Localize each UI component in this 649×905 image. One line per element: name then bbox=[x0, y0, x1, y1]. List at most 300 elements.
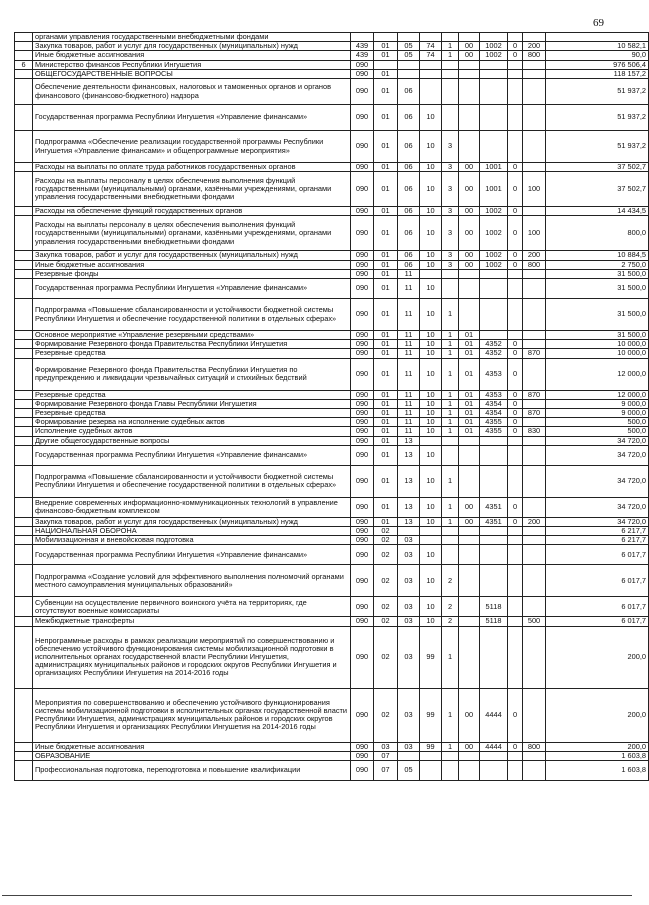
table-row bbox=[15, 761, 649, 781]
code-event bbox=[459, 79, 480, 105]
row-name: Государственная программа Республики Ингушетия «Управление финансами» bbox=[33, 105, 351, 131]
row-name: Закупка товаров, работ и услуг для государственных (муниципальных) нужд bbox=[33, 517, 351, 526]
code-subprogram: 1 bbox=[442, 299, 459, 331]
code-extra bbox=[508, 545, 523, 565]
code-grbs: 090 bbox=[351, 688, 374, 742]
code-subsection: 06 bbox=[398, 79, 420, 105]
code-section: 01 bbox=[374, 172, 398, 207]
table-row bbox=[15, 279, 649, 299]
code-direction: 4355 bbox=[480, 418, 508, 427]
row-number bbox=[15, 207, 33, 216]
code-expense-type: 870 bbox=[523, 349, 546, 358]
code-expense-type bbox=[523, 497, 546, 517]
code-program: 10 bbox=[420, 340, 442, 349]
code-direction: 4354 bbox=[480, 399, 508, 408]
row-number bbox=[15, 465, 33, 497]
code-section: 01 bbox=[374, 445, 398, 465]
row-number bbox=[15, 79, 33, 105]
code-event: 00 bbox=[459, 163, 480, 172]
code-event bbox=[459, 761, 480, 781]
row-name: Расходы на обеспечение функций государственных органов bbox=[33, 207, 351, 216]
code-event: 01 bbox=[459, 358, 480, 390]
code-subprogram bbox=[442, 269, 459, 278]
code-section: 01 bbox=[374, 207, 398, 216]
code-program: 10 bbox=[420, 331, 442, 340]
row-sum: 1 603,8 bbox=[546, 751, 649, 760]
row-number bbox=[15, 427, 33, 436]
code-subprogram: 1 bbox=[442, 358, 459, 390]
code-extra: 0 bbox=[508, 172, 523, 207]
code-subsection: 05 bbox=[398, 51, 420, 60]
code-subsection bbox=[398, 751, 420, 760]
row-name: Расходы на выплаты персоналу в целях обеспечения выполнения функций государственными (муниципальными) органами, казёнными учреждениями, органами управления государственными внебюджетными фондами bbox=[33, 172, 351, 207]
row-number bbox=[15, 105, 33, 131]
row-number bbox=[15, 742, 33, 751]
code-subprogram: 3 bbox=[442, 260, 459, 269]
code-grbs: 090 bbox=[351, 626, 374, 688]
row-name: Государственная программа Республики Ингушетия «Управление финансами» bbox=[33, 279, 351, 299]
code-subsection: 03 bbox=[398, 536, 420, 545]
code-expense-type: 500 bbox=[523, 617, 546, 626]
code-event: 00 bbox=[459, 497, 480, 517]
code-grbs: 090 bbox=[351, 299, 374, 331]
code-program bbox=[420, 527, 442, 536]
code-event bbox=[459, 617, 480, 626]
code-expense-type bbox=[523, 688, 546, 742]
code-direction: 1002 bbox=[480, 251, 508, 260]
code-subprogram: 2 bbox=[442, 597, 459, 617]
code-section: 02 bbox=[374, 536, 398, 545]
code-section: 01 bbox=[374, 279, 398, 299]
code-subprogram: 3 bbox=[442, 163, 459, 172]
code-subprogram: 3 bbox=[442, 207, 459, 216]
code-event bbox=[459, 626, 480, 688]
code-extra: 0 bbox=[508, 358, 523, 390]
code-direction: 1001 bbox=[480, 172, 508, 207]
code-grbs: 090 bbox=[351, 390, 374, 399]
code-subsection: 06 bbox=[398, 251, 420, 260]
code-subsection: 13 bbox=[398, 436, 420, 445]
code-event bbox=[459, 465, 480, 497]
code-subsection: 11 bbox=[398, 269, 420, 278]
row-sum: 6 017,7 bbox=[546, 617, 649, 626]
code-program: 10 bbox=[420, 399, 442, 408]
code-subprogram: 1 bbox=[442, 399, 459, 408]
row-sum: 6 017,7 bbox=[546, 545, 649, 565]
row-name: Резервные средства bbox=[33, 349, 351, 358]
code-subsection: 06 bbox=[398, 260, 420, 269]
code-grbs: 090 bbox=[351, 340, 374, 349]
code-program: 10 bbox=[420, 418, 442, 427]
code-subprogram: 1 bbox=[442, 465, 459, 497]
code-program: 99 bbox=[420, 688, 442, 742]
code-section: 01 bbox=[374, 105, 398, 131]
code-expense-type: 100 bbox=[523, 172, 546, 207]
code-section: 01 bbox=[374, 517, 398, 526]
code-subsection: 05 bbox=[398, 761, 420, 781]
row-name: Иные бюджетные ассигнования bbox=[33, 742, 351, 751]
row-number bbox=[15, 349, 33, 358]
code-expense-type bbox=[523, 207, 546, 216]
code-direction: 4352 bbox=[480, 340, 508, 349]
code-event: 01 bbox=[459, 349, 480, 358]
code-subsection: 13 bbox=[398, 517, 420, 526]
code-grbs: 090 bbox=[351, 349, 374, 358]
code-extra: 0 bbox=[508, 349, 523, 358]
code-section: 01 bbox=[374, 42, 398, 51]
code-extra bbox=[508, 299, 523, 331]
code-event: 01 bbox=[459, 418, 480, 427]
row-sum: 34 720,0 bbox=[546, 445, 649, 465]
code-grbs: 090 bbox=[351, 207, 374, 216]
row-name: Резервные средства bbox=[33, 390, 351, 399]
code-extra: 0 bbox=[508, 418, 523, 427]
code-program bbox=[420, 269, 442, 278]
row-number bbox=[15, 358, 33, 390]
code-direction: 5118 bbox=[480, 597, 508, 617]
code-section: 03 bbox=[374, 742, 398, 751]
code-event bbox=[459, 279, 480, 299]
code-subprogram: 3 bbox=[442, 172, 459, 207]
code-direction: 1002 bbox=[480, 207, 508, 216]
code-grbs: 090 bbox=[351, 105, 374, 131]
code-direction: 4351 bbox=[480, 517, 508, 526]
code-section: 02 bbox=[374, 617, 398, 626]
row-name: Обеспечение деятельности финансовых, налоговых и таможенных органов и органов финансового (финансово-бюджетного) надзора bbox=[33, 79, 351, 105]
code-section: 01 bbox=[374, 299, 398, 331]
code-event: 00 bbox=[459, 172, 480, 207]
row-name: Подпрограмма «Повышение сбалансированности и устойчивости бюджетной системы Республики Ингушетия и обеспечение государственной политики в отдельных сферах» bbox=[33, 299, 351, 331]
code-program: 10 bbox=[420, 131, 442, 163]
code-program: 10 bbox=[420, 260, 442, 269]
code-event bbox=[459, 565, 480, 597]
code-event bbox=[459, 60, 480, 69]
code-section: 07 bbox=[374, 751, 398, 760]
code-subprogram: 1 bbox=[442, 51, 459, 60]
code-subsection: 03 bbox=[398, 626, 420, 688]
code-program bbox=[420, 751, 442, 760]
code-grbs: 090 bbox=[351, 79, 374, 105]
code-extra bbox=[508, 565, 523, 597]
code-section: 02 bbox=[374, 626, 398, 688]
code-extra: 0 bbox=[508, 51, 523, 60]
row-name: Подпрограмма «Создание условий для эффективного выполнения полномочий органами местного самоуправления муниципальных образований» bbox=[33, 565, 351, 597]
code-subprogram bbox=[442, 60, 459, 69]
row-sum: 9 000,0 bbox=[546, 409, 649, 418]
code-direction bbox=[480, 545, 508, 565]
code-grbs: 090 bbox=[351, 517, 374, 526]
code-section: 01 bbox=[374, 69, 398, 78]
code-grbs: 090 bbox=[351, 269, 374, 278]
code-event: 00 bbox=[459, 688, 480, 742]
code-extra: 0 bbox=[508, 340, 523, 349]
code-grbs: 090 bbox=[351, 497, 374, 517]
row-name: Формирование резерва на исполнение судебных актов bbox=[33, 418, 351, 427]
row-number bbox=[15, 42, 33, 51]
row-number bbox=[15, 51, 33, 60]
row-sum: 12 000,0 bbox=[546, 358, 649, 390]
table-row bbox=[15, 105, 649, 131]
code-grbs: 090 bbox=[351, 527, 374, 536]
code-expense-type bbox=[523, 358, 546, 390]
code-direction bbox=[480, 445, 508, 465]
code-subprogram: 1 bbox=[442, 409, 459, 418]
code-subsection: 06 bbox=[398, 172, 420, 207]
code-direction bbox=[480, 79, 508, 105]
code-section: 01 bbox=[374, 269, 398, 278]
code-event: 01 bbox=[459, 390, 480, 399]
code-direction: 1002 bbox=[480, 260, 508, 269]
code-subprogram bbox=[442, 545, 459, 565]
code-section: 01 bbox=[374, 216, 398, 251]
table-row bbox=[15, 597, 649, 617]
code-program bbox=[420, 69, 442, 78]
code-direction: 1002 bbox=[480, 216, 508, 251]
code-event: 00 bbox=[459, 51, 480, 60]
code-section: 01 bbox=[374, 251, 398, 260]
code-grbs: 090 bbox=[351, 60, 374, 69]
code-extra bbox=[508, 626, 523, 688]
code-direction: 4353 bbox=[480, 390, 508, 399]
code-grbs: 090 bbox=[351, 163, 374, 172]
code-program: 10 bbox=[420, 565, 442, 597]
code-event bbox=[459, 597, 480, 617]
code-section: 01 bbox=[374, 399, 398, 408]
code-grbs: 090 bbox=[351, 565, 374, 597]
table-row bbox=[15, 436, 649, 445]
code-grbs: 090 bbox=[351, 399, 374, 408]
code-event bbox=[459, 131, 480, 163]
code-section: 01 bbox=[374, 131, 398, 163]
code-event: 00 bbox=[459, 216, 480, 251]
row-name: Исполнение судебных актов bbox=[33, 427, 351, 436]
code-subsection: 03 bbox=[398, 565, 420, 597]
code-event bbox=[459, 299, 480, 331]
table-row bbox=[15, 742, 649, 751]
row-number bbox=[15, 299, 33, 331]
row-number bbox=[15, 418, 33, 427]
row-number bbox=[15, 409, 33, 418]
code-expense-type: 870 bbox=[523, 390, 546, 399]
code-grbs: 090 bbox=[351, 617, 374, 626]
table-row bbox=[15, 545, 649, 565]
code-subprogram bbox=[442, 761, 459, 781]
code-section: 01 bbox=[374, 418, 398, 427]
code-subsection: 13 bbox=[398, 497, 420, 517]
code-grbs: 090 bbox=[351, 597, 374, 617]
code-expense-type bbox=[523, 751, 546, 760]
code-program bbox=[420, 536, 442, 545]
row-sum: 6 017,7 bbox=[546, 597, 649, 617]
code-grbs: 090 bbox=[351, 358, 374, 390]
code-grbs: 090 bbox=[351, 172, 374, 207]
code-event: 01 bbox=[459, 340, 480, 349]
code-subsection bbox=[398, 69, 420, 78]
code-direction bbox=[480, 761, 508, 781]
row-name: Формирование Резервного фонда Главы Республики Ингушетия bbox=[33, 399, 351, 408]
code-extra: 0 bbox=[508, 427, 523, 436]
table-row bbox=[15, 260, 649, 269]
code-subsection: 03 bbox=[398, 688, 420, 742]
code-direction bbox=[480, 131, 508, 163]
table-row bbox=[15, 131, 649, 163]
code-extra bbox=[508, 597, 523, 617]
row-number bbox=[15, 436, 33, 445]
code-extra bbox=[508, 79, 523, 105]
code-subprogram: 1 bbox=[442, 626, 459, 688]
code-program: 74 bbox=[420, 51, 442, 60]
table-row bbox=[15, 299, 649, 331]
code-extra: 0 bbox=[508, 497, 523, 517]
row-number bbox=[15, 536, 33, 545]
code-grbs: 090 bbox=[351, 742, 374, 751]
code-direction bbox=[480, 436, 508, 445]
table-row bbox=[15, 251, 649, 260]
table-row bbox=[15, 269, 649, 278]
row-sum: 14 434,5 bbox=[546, 207, 649, 216]
code-subprogram: 3 bbox=[442, 216, 459, 251]
code-section: 01 bbox=[374, 331, 398, 340]
row-number bbox=[15, 216, 33, 251]
code-extra bbox=[508, 536, 523, 545]
code-subsection: 11 bbox=[398, 427, 420, 436]
code-subsection: 03 bbox=[398, 742, 420, 751]
code-extra bbox=[508, 527, 523, 536]
code-direction: 4354 bbox=[480, 409, 508, 418]
code-subprogram bbox=[442, 79, 459, 105]
code-direction bbox=[480, 279, 508, 299]
row-number bbox=[15, 260, 33, 269]
code-event: 01 bbox=[459, 409, 480, 418]
code-grbs: 090 bbox=[351, 216, 374, 251]
code-grbs: 090 bbox=[351, 445, 374, 465]
code-expense-type: 200 bbox=[523, 517, 546, 526]
row-sum: 500,0 bbox=[546, 418, 649, 427]
code-event: 01 bbox=[459, 399, 480, 408]
code-extra bbox=[508, 465, 523, 497]
code-grbs: 090 bbox=[351, 131, 374, 163]
code-program: 10 bbox=[420, 427, 442, 436]
row-sum: 10 000,0 bbox=[546, 349, 649, 358]
row-sum: 2 750,0 bbox=[546, 260, 649, 269]
row-number bbox=[15, 545, 33, 565]
code-expense-type bbox=[523, 105, 546, 131]
row-number bbox=[15, 331, 33, 340]
row-number bbox=[15, 445, 33, 465]
code-grbs: 090 bbox=[351, 69, 374, 78]
row-number bbox=[15, 33, 33, 42]
code-subprogram bbox=[442, 536, 459, 545]
code-subsection: 11 bbox=[398, 399, 420, 408]
code-event: 00 bbox=[459, 42, 480, 51]
table-body bbox=[15, 33, 649, 781]
code-subsection: 11 bbox=[398, 279, 420, 299]
code-grbs: 090 bbox=[351, 545, 374, 565]
code-extra: 0 bbox=[508, 742, 523, 751]
code-program: 10 bbox=[420, 390, 442, 399]
code-extra: 0 bbox=[508, 409, 523, 418]
row-name: Непрограммные расходы в рамках реализации мероприятий по совершенствованию и обеспечению устойчивого функционирования системы мобилизационной подготовки в исполнительных органах государственной власти Республики Ингушетия, администрациях муниципальных районов и городских округов Республики Ингушетия и организациях Республики Ингушетия на 2014-2016 годы bbox=[33, 626, 351, 688]
row-sum: 10 582,1 bbox=[546, 42, 649, 51]
code-section: 01 bbox=[374, 51, 398, 60]
code-expense-type: 800 bbox=[523, 260, 546, 269]
code-program: 10 bbox=[420, 597, 442, 617]
code-subprogram: 1 bbox=[442, 742, 459, 751]
row-sum: 10 000,0 bbox=[546, 340, 649, 349]
code-expense-type bbox=[523, 279, 546, 299]
code-subprogram: 1 bbox=[442, 340, 459, 349]
row-number bbox=[15, 626, 33, 688]
code-extra bbox=[508, 131, 523, 163]
code-expense-type bbox=[523, 761, 546, 781]
code-event bbox=[459, 69, 480, 78]
code-event bbox=[459, 105, 480, 131]
row-sum: 12 000,0 bbox=[546, 390, 649, 399]
code-direction: 1002 bbox=[480, 51, 508, 60]
row-sum: 51 937,2 bbox=[546, 131, 649, 163]
code-subprogram: 3 bbox=[442, 251, 459, 260]
table-row bbox=[15, 172, 649, 207]
row-name: Государственная программа Республики Ингушетия «Управление финансами» bbox=[33, 545, 351, 565]
code-subprogram: 1 bbox=[442, 390, 459, 399]
code-subsection: 11 bbox=[398, 331, 420, 340]
row-name: Подпрограмма «Повышение сбалансированности и устойчивости бюджетной системы Республики Ингушетия и обеспечение государственной политики в отдельных сферах» bbox=[33, 465, 351, 497]
code-grbs: 090 bbox=[351, 260, 374, 269]
code-section: 01 bbox=[374, 497, 398, 517]
code-event bbox=[459, 545, 480, 565]
row-number bbox=[15, 399, 33, 408]
code-direction bbox=[480, 626, 508, 688]
code-extra: 0 bbox=[508, 163, 523, 172]
row-sum: 200,0 bbox=[546, 688, 649, 742]
code-section: 01 bbox=[374, 390, 398, 399]
code-event: 00 bbox=[459, 517, 480, 526]
code-grbs: 090 bbox=[351, 279, 374, 299]
code-extra bbox=[508, 761, 523, 781]
code-subsection: 11 bbox=[398, 349, 420, 358]
code-section: 01 bbox=[374, 349, 398, 358]
code-subsection: 11 bbox=[398, 418, 420, 427]
code-grbs: 090 bbox=[351, 409, 374, 418]
table-row bbox=[15, 617, 649, 626]
code-subprogram bbox=[442, 279, 459, 299]
code-section: 01 bbox=[374, 340, 398, 349]
code-program bbox=[420, 436, 442, 445]
code-program: 10 bbox=[420, 545, 442, 565]
table-row bbox=[15, 536, 649, 545]
row-name: Расходы на выплаты персоналу в целях обеспечения выполнения функций государственными (муниципальными) органами, казёнными учреждениями, органами управления государственными внебюджетными фондами bbox=[33, 216, 351, 251]
code-direction: 5118 bbox=[480, 617, 508, 626]
code-subprogram: 2 bbox=[442, 565, 459, 597]
code-subsection: 06 bbox=[398, 105, 420, 131]
row-name: Иные бюджетные ассигнования bbox=[33, 260, 351, 269]
row-number bbox=[15, 390, 33, 399]
table-row bbox=[15, 207, 649, 216]
table-row bbox=[15, 565, 649, 597]
code-extra: 0 bbox=[508, 399, 523, 408]
table-row bbox=[15, 340, 649, 349]
code-program: 10 bbox=[420, 163, 442, 172]
row-sum: 6 017,7 bbox=[546, 565, 649, 597]
code-event: 00 bbox=[459, 742, 480, 751]
code-section: 01 bbox=[374, 79, 398, 105]
code-section: 01 bbox=[374, 358, 398, 390]
row-number: 6 bbox=[15, 60, 33, 69]
code-extra bbox=[508, 279, 523, 299]
code-direction bbox=[480, 751, 508, 760]
code-section: 02 bbox=[374, 527, 398, 536]
code-extra: 0 bbox=[508, 517, 523, 526]
